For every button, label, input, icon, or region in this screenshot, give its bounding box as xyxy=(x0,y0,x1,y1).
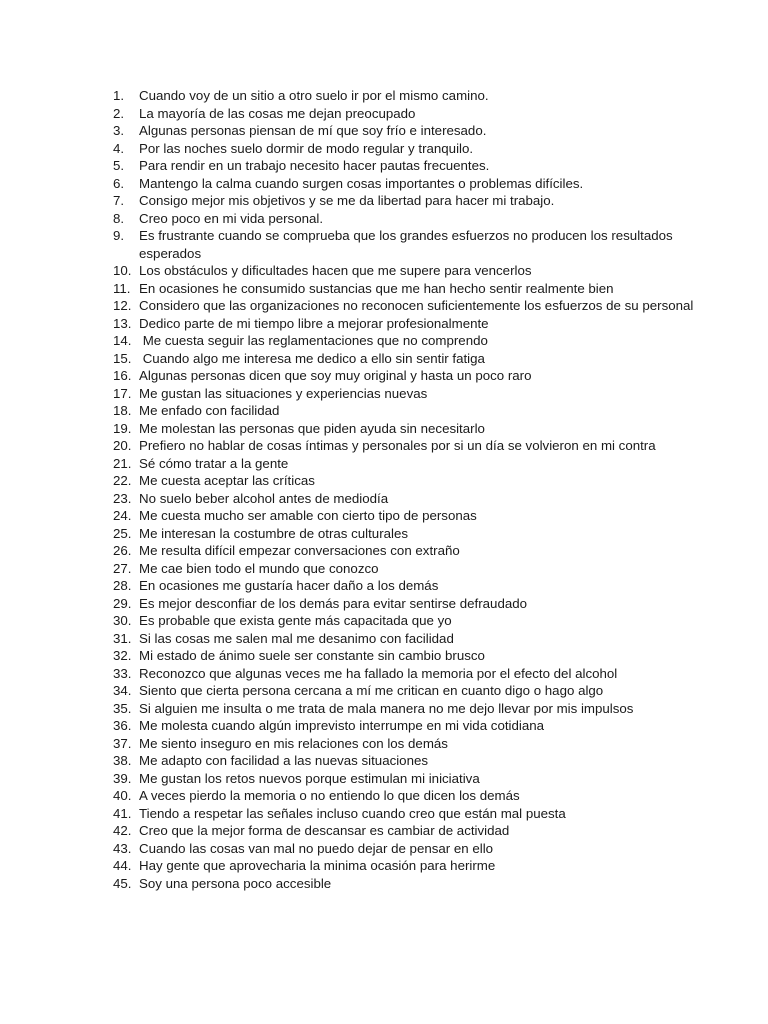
question-item xyxy=(113,875,703,893)
question-text: Me resulta difícil empezar conversaciones con extraño xyxy=(139,543,460,558)
question-text: Me cuesta aceptar las críticas xyxy=(139,473,315,488)
question-item xyxy=(113,787,703,805)
question-number: 34. xyxy=(113,683,132,698)
question-text: A veces pierdo la memoria o no entiendo lo que dicen los demás xyxy=(139,788,520,803)
question-text: No suelo beber alcohol antes de mediodía xyxy=(139,490,389,506)
question-item xyxy=(113,665,703,683)
question-item xyxy=(113,857,703,875)
question-number: 24. xyxy=(113,508,132,523)
question-item xyxy=(113,525,703,543)
question-number: 17. xyxy=(113,385,132,401)
question-number: 35. xyxy=(113,700,132,716)
question-item xyxy=(113,105,703,123)
question-text: Reconozco que algunas veces me ha fallado la memoria por el efecto del alcohol xyxy=(139,665,618,681)
question-number: 32. xyxy=(113,648,132,663)
question-item xyxy=(113,542,703,560)
question-number: 30. xyxy=(113,613,132,628)
question-number: 16. xyxy=(113,368,132,383)
question-text: Algunas personas piensan de mí que soy frío e interesado. xyxy=(139,123,487,138)
question-item xyxy=(113,87,703,105)
question-number: 21. xyxy=(113,455,132,471)
question-text: Hay gente que aprovecharia la minima ocasión para herirme xyxy=(139,858,496,873)
question-text: Me siento inseguro en mis relaciones con los demás xyxy=(139,735,448,751)
question-number: 14. xyxy=(113,333,132,348)
question-text: Creo que la mejor forma de descansar es cambiar de actividad xyxy=(139,823,510,838)
question-item xyxy=(113,700,703,718)
question-text: Me molesta cuando algún imprevisto interrumpe en mi vida cotidiana xyxy=(139,718,545,733)
question-text: Cuando voy de un sitio a otro suelo ir por el mismo camino. xyxy=(139,88,489,103)
question-text: Los obstáculos y dificultades hacen que me supere para vencerlos xyxy=(139,263,532,278)
question-item xyxy=(113,157,703,175)
question-text: Me cuesta mucho ser amable con cierto tipo de personas xyxy=(139,508,477,523)
question-number: 12. xyxy=(113,298,132,313)
question-number: 39. xyxy=(113,770,132,786)
question-item xyxy=(113,210,703,228)
question-text: Tiendo a respetar las señales incluso cuando creo que están mal puesta xyxy=(139,805,566,821)
question-number: 2. xyxy=(113,105,125,121)
question-item xyxy=(113,437,703,455)
question-text: Me interesan la costumbre de otras culturales xyxy=(139,525,409,541)
question-text: La mayoría de las cosas me dejan preocupado xyxy=(139,105,416,121)
question-item xyxy=(113,630,703,648)
question-text: Cuando algo me interesa me dedico a ello sin sentir fatiga xyxy=(139,350,485,366)
question-item xyxy=(113,717,703,735)
question-item xyxy=(113,822,703,840)
question-text: Por las noches suelo dormir de modo regular y tranquilo. xyxy=(139,140,474,156)
question-item xyxy=(113,577,703,595)
question-number: 1. xyxy=(113,88,125,103)
question-text: Me adapto con facilidad a las nuevas situaciones xyxy=(139,753,429,768)
question-item xyxy=(113,122,703,140)
question-number: 33. xyxy=(113,665,132,681)
question-item xyxy=(113,420,703,438)
question-text: Soy una persona poco accesible xyxy=(139,875,332,891)
question-number: 4. xyxy=(113,140,125,156)
question-text: Me cae bien todo el mundo que conozco xyxy=(139,560,379,576)
question-item xyxy=(113,297,703,315)
question-number: 31. xyxy=(113,630,132,646)
question-text: Me molestan las personas que piden ayuda sin necesitarlo xyxy=(139,420,485,436)
question-item xyxy=(113,175,703,193)
question-number: 11. xyxy=(113,280,131,296)
question-item xyxy=(113,735,703,753)
question-number: 6. xyxy=(113,175,125,191)
question-text: En ocasiones me gustaría hacer daño a los demás xyxy=(139,578,439,593)
question-item xyxy=(113,140,703,158)
question-number: 28. xyxy=(113,578,132,593)
question-number: 8. xyxy=(113,210,125,226)
question-number: 45. xyxy=(113,875,132,891)
question-number: 10. xyxy=(113,263,132,278)
question-number: 3. xyxy=(113,123,125,138)
question-number: 9. xyxy=(113,228,125,243)
question-text: Prefiero no hablar de cosas íntimas y personales por si un día se volvieron en mi contra xyxy=(139,438,656,453)
question-text: Me cuesta seguir las reglamentaciones que no comprendo xyxy=(139,333,488,348)
question-number: 36. xyxy=(113,718,132,733)
question-text: Mi estado de ánimo suele ser constante sin cambio brusco xyxy=(139,648,485,663)
question-text: Sé cómo tratar a la gente xyxy=(139,455,289,471)
question-number: 15. xyxy=(113,350,132,366)
question-number: 18. xyxy=(113,403,132,418)
question-item xyxy=(113,455,703,473)
question-item xyxy=(113,385,703,403)
question-text: Es mejor desconfiar de los demás para evitar sentirse defraudado xyxy=(139,595,528,611)
question-number: 19. xyxy=(113,420,132,436)
question-item xyxy=(113,367,703,385)
question-number: 37. xyxy=(113,735,132,751)
question-text: Siento que cierta persona cercana a mí me critican en cuanto digo o hago algo xyxy=(139,683,604,698)
question-item xyxy=(113,507,703,525)
question-text: Es probable que exista gente más capacitada que yo xyxy=(139,613,452,628)
question-text: Dedico parte de mi tiempo libre a mejorar profesionalmente xyxy=(139,315,489,331)
question-item xyxy=(113,805,703,823)
question-text: Considero que las organizaciones no reconocen suficientemente los esfuerzos de su personal xyxy=(139,298,694,313)
question-number: 7. xyxy=(113,193,125,208)
question-item xyxy=(113,472,703,490)
question-number: 38. xyxy=(113,753,132,768)
question-item xyxy=(113,840,703,858)
question-number: 13. xyxy=(113,315,132,331)
question-text: Cuando las cosas van mal no puedo dejar de pensar en ello xyxy=(139,840,494,856)
question-item xyxy=(113,490,703,508)
question-text: Me enfado con facilidad xyxy=(139,403,280,418)
question-item xyxy=(113,192,703,210)
question-number: 40. xyxy=(113,788,132,803)
question-text: Si alguien me insulta o me trata de mala manera no me dejo llevar por mis impulsos xyxy=(139,700,634,716)
question-text: En ocasiones he consumido sustancias que me han hecho sentir realmente bien xyxy=(139,280,614,296)
question-number: 20. xyxy=(113,438,132,453)
question-item xyxy=(113,227,703,262)
question-text: Algunas personas dicen que soy muy original y hasta un poco raro xyxy=(139,368,532,383)
question-text: Mantengo la calma cuando surgen cosas importantes o problemas difíciles. xyxy=(139,175,584,191)
question-number: 23. xyxy=(113,490,132,506)
question-text: Creo poco en mi vida personal. xyxy=(139,210,324,226)
question-list xyxy=(113,87,703,892)
question-text: Consigo mejor mis objetivos y se me da libertad para hacer mi trabajo. xyxy=(139,193,555,208)
question-number: 41. xyxy=(113,805,132,821)
question-item xyxy=(113,350,703,368)
question-item xyxy=(113,647,703,665)
question-text: Me gustan los retos nuevos porque estimulan mi iniciativa xyxy=(139,770,480,786)
question-item xyxy=(113,770,703,788)
question-text: Para rendir en un trabajo necesito hacer pautas frecuentes. xyxy=(139,158,490,173)
question-item xyxy=(113,315,703,333)
question-number: 25. xyxy=(113,525,132,541)
question-number: 27. xyxy=(113,560,132,576)
question-number: 5. xyxy=(113,158,125,173)
question-number: 43. xyxy=(113,840,132,856)
question-item xyxy=(113,560,703,578)
question-item xyxy=(113,752,703,770)
question-item xyxy=(113,682,703,700)
question-item xyxy=(113,402,703,420)
question-number: 42. xyxy=(113,823,132,838)
question-number: 26. xyxy=(113,543,132,558)
question-item xyxy=(113,332,703,350)
question-item xyxy=(113,280,703,298)
question-text: Me gustan las situaciones y experiencias nuevas xyxy=(139,385,428,401)
question-item xyxy=(113,262,703,280)
question-text: Es frustrante cuando se comprueba que los grandes esfuerzos no producen los resultados esperados xyxy=(139,228,677,261)
question-item xyxy=(113,595,703,613)
question-number: 29. xyxy=(113,595,132,611)
question-number: 22. xyxy=(113,473,132,488)
question-number: 44. xyxy=(113,858,132,873)
question-text: Si las cosas me salen mal me desanimo con facilidad xyxy=(139,630,454,646)
question-item xyxy=(113,612,703,630)
